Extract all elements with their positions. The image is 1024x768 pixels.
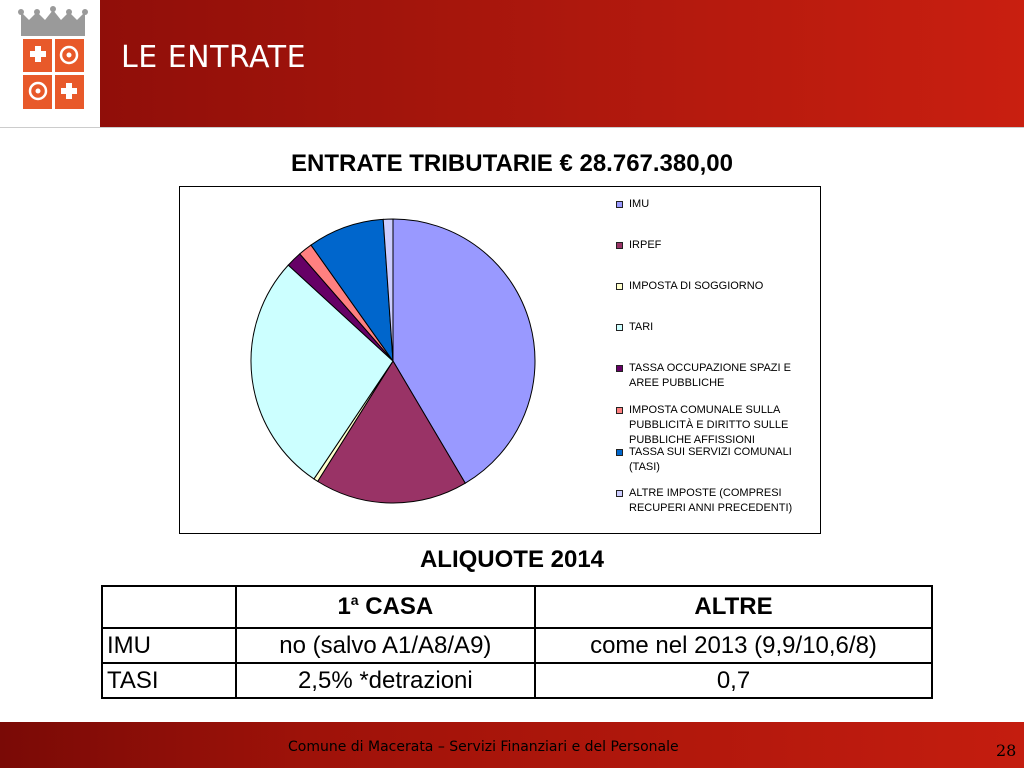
legend-label: IMPOSTA DI SOGGIORNO xyxy=(629,280,764,292)
table-row xyxy=(102,663,932,698)
cell-imu-casa: no (salvo A1/A8/A9) xyxy=(236,628,535,663)
pie-chart xyxy=(179,186,821,534)
header-divider xyxy=(0,127,1024,128)
header-prima-casa xyxy=(236,586,535,628)
coat-of-arms-logo xyxy=(0,0,100,127)
slide-title: LE ENTRATE xyxy=(121,40,307,75)
legend-label: ALTRE IMPOSTE (COMPRESI RECUPERI ANNI PRECEDENTI) xyxy=(629,487,793,514)
legend-item xyxy=(616,320,816,335)
legend-item xyxy=(616,445,816,475)
table-title: ALIQUOTE 2014 xyxy=(419,546,605,573)
legend-swatch xyxy=(616,201,623,208)
header-prima-casa-label: CASA xyxy=(358,593,434,620)
legend-label: TARI xyxy=(629,321,654,333)
header-prima-casa-superscript: a xyxy=(350,592,359,608)
legend-swatch xyxy=(616,365,623,372)
cell-imu-altre: come nel 2013 (9,9/10,6/8) xyxy=(535,628,932,663)
legend-label: TASSA SUI SERVIZI COMUNALI (TASI) xyxy=(629,446,792,473)
footer-text: Comune di Macerata – Servizi Finanziari e del Personale xyxy=(288,739,679,755)
header-prima-casa-number: 1 xyxy=(337,593,351,620)
shield-icon xyxy=(23,39,84,109)
rates-table xyxy=(101,585,933,699)
legend-label: IMU xyxy=(629,198,650,210)
row-label-tasi: TASI xyxy=(102,663,236,698)
legend-item xyxy=(616,279,816,294)
legend-swatch xyxy=(616,407,623,414)
page-number: 28 xyxy=(996,741,1017,760)
legend-label: IRPEF xyxy=(629,239,662,251)
header-altre: ALTRE xyxy=(535,586,932,628)
legend-label: TASSA OCCUPAZIONE SPAZI E AREE PUBBLICHE xyxy=(629,362,791,389)
chart-title: ENTRATE TRIBUTARIE € 28.767.380,00 xyxy=(291,150,733,177)
legend-swatch xyxy=(616,283,623,290)
table-header-row xyxy=(102,586,932,628)
legend-item xyxy=(616,197,816,212)
pie-chart-plot xyxy=(180,187,616,533)
row-label-imu: IMU xyxy=(102,628,236,663)
legend-item xyxy=(616,361,816,391)
crown-icon xyxy=(18,6,88,36)
cell-tasi-casa: 2,5% *detrazioni xyxy=(236,663,535,698)
legend-label: IMPOSTA COMUNALE SULLA PUBBLICITÀ E DIRITTO SULLE PUBBLICHE AFFISSIONI xyxy=(629,404,789,446)
table-row xyxy=(102,628,932,663)
cell-tasi-altre: 0,7 xyxy=(535,663,932,698)
legend-item xyxy=(616,486,816,516)
logo-container xyxy=(0,0,100,127)
legend-item xyxy=(616,403,816,448)
legend-swatch xyxy=(616,449,623,456)
legend-swatch xyxy=(616,324,623,331)
legend-swatch xyxy=(616,490,623,497)
header-empty-cell xyxy=(102,586,236,628)
legend-swatch xyxy=(616,242,623,249)
legend-item xyxy=(616,238,816,253)
